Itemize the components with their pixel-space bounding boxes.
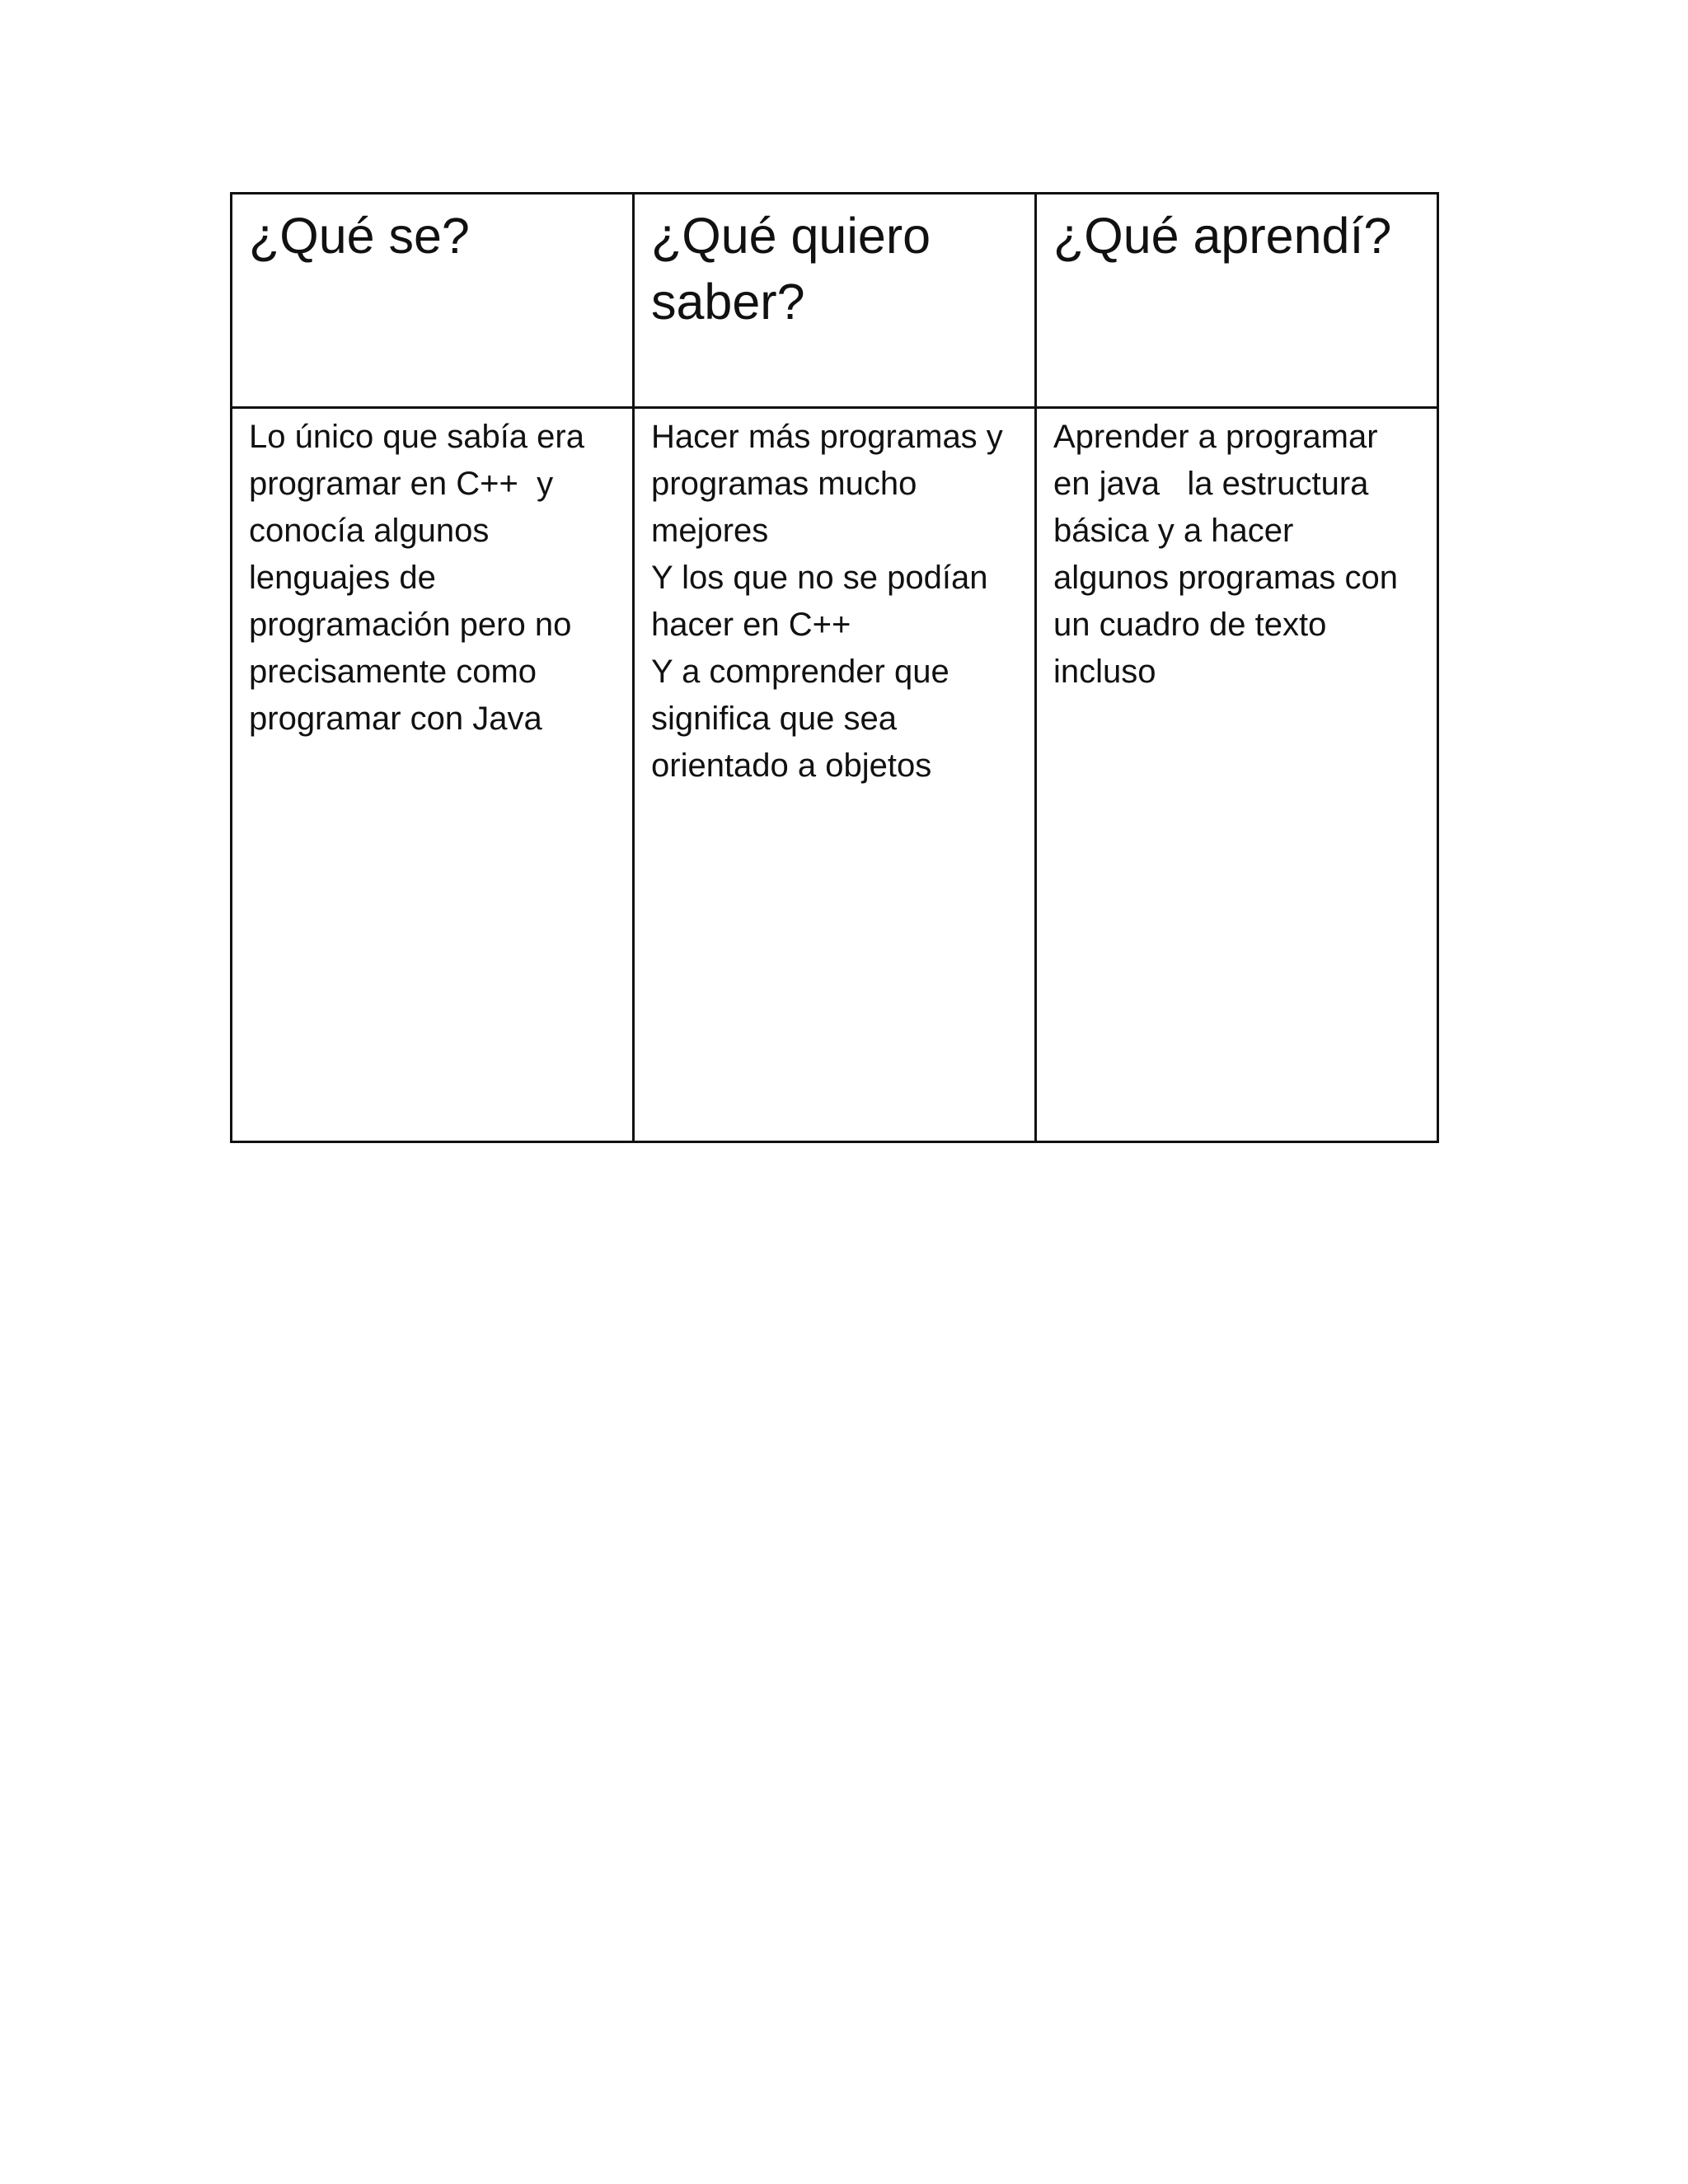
cell-text-line: algunos programas con [1053, 560, 1399, 596]
cell-text-line: conocía algunos [249, 513, 490, 549]
header-text: ¿Qué se? [249, 208, 470, 264]
cell-text-line: Y los que no se podían [651, 560, 988, 596]
kwl-table [230, 192, 1439, 1143]
cell-text-line: lenguajes de [249, 560, 436, 596]
cell-text-line: un cuadro de texto [1053, 607, 1327, 643]
cell-text-line: significa que sea [651, 701, 897, 737]
body-cell-que-se [232, 408, 634, 1142]
header-text: ¿Qué aprendí? [1053, 208, 1392, 264]
cell-text-line: programas mucho [651, 466, 917, 502]
cell-text-line: básica y a hacer [1053, 513, 1294, 549]
cell-text-line: Lo único que sabía era [249, 419, 584, 455]
cell-text-line: programar en C++ y [249, 466, 554, 502]
cell-text-line: incluso [1053, 654, 1156, 690]
cell-text-line: orientado a objetos [651, 748, 932, 784]
cell-text-line: hacer en C++ [651, 607, 851, 643]
table-body-row [232, 408, 1438, 1142]
header-cell-que-quiero-saber [634, 194, 1036, 408]
cell-text-line: Hacer más programas y [651, 419, 1003, 455]
body-cell-que-quiero-saber [634, 408, 1036, 1142]
header-text: ¿Qué quiero [651, 208, 931, 264]
cell-text-line: programación pero no [249, 607, 572, 643]
cell-text-line: programar con Java [249, 701, 542, 737]
cell-text-line: Aprender a programar [1053, 419, 1378, 455]
header-cell-que-se [232, 194, 634, 408]
cell-text-line: precisamente como [249, 654, 537, 690]
cell-text-line: mejores [651, 513, 769, 549]
table-header-row [232, 194, 1438, 408]
header-cell-que-aprendi [1036, 194, 1438, 408]
cell-text-line: en java la estructura [1053, 466, 1369, 502]
body-cell-que-aprendi [1036, 408, 1438, 1142]
header-text: saber? [651, 274, 805, 330]
cell-text-line: Y a comprender que [651, 654, 950, 690]
